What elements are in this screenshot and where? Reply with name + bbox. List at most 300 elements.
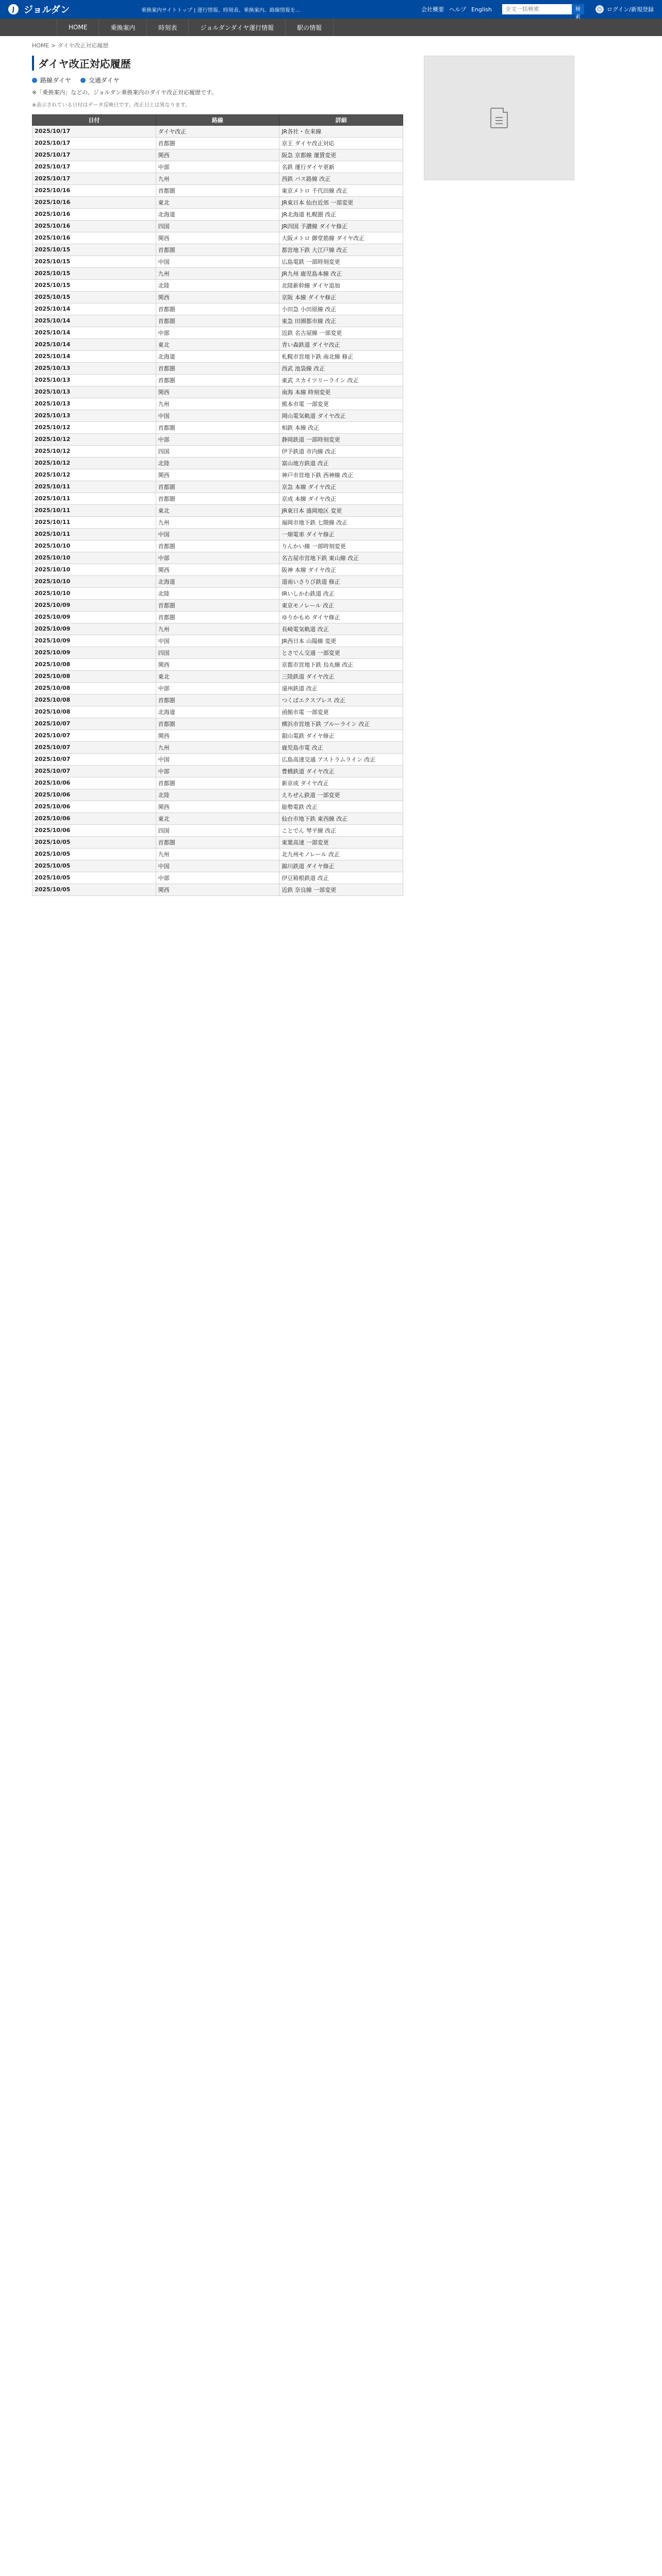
top-header (0, 0, 662, 19)
table-cell-line: 首都圏 (156, 599, 279, 611)
table-cell-date: 2025/10/17 (32, 161, 156, 173)
table-cell-detail: 南海 本線 時刻変更 (279, 386, 403, 398)
table-row (32, 801, 403, 812)
table-cell-date: 2025/10/08 (32, 694, 156, 706)
table-cell-date: 2025/10/12 (32, 469, 156, 481)
table-cell-line: 首都圏 (156, 244, 279, 256)
table-cell-line: 中部 (156, 433, 279, 445)
table-row (32, 386, 403, 398)
nav-item-operation[interactable]: ジョルダンダイヤ運行情報 (188, 19, 285, 36)
table-cell-line: 中国 (156, 410, 279, 421)
table-row (32, 350, 403, 362)
table-cell-line: 関西 (156, 149, 279, 161)
table-cell-date: 2025/10/14 (32, 350, 156, 362)
table-cell-detail: 京急 本線 ダイヤ改正 (279, 481, 403, 493)
table-row (32, 184, 403, 196)
history-table (32, 114, 403, 896)
table-cell-detail: 道南いさりび鉄道 修正 (279, 575, 403, 587)
table-cell-line: 北陸 (156, 457, 279, 469)
circle-icon (32, 78, 37, 83)
table-row (32, 765, 403, 777)
table-row (32, 493, 403, 504)
table-cell-line: 北海道 (156, 350, 279, 362)
table-cell-detail: 札幌市営地下鉄 南北線 修正 (279, 350, 403, 362)
table-cell-line: 九州 (156, 848, 279, 860)
line-chip-1[interactable] (32, 76, 71, 84)
table-cell-detail: 三陸鉄道 ダイヤ改正 (279, 670, 403, 682)
table-cell-line: 関西 (156, 658, 279, 670)
table-row (32, 587, 403, 599)
table-row (32, 670, 403, 682)
table-header-detail: 詳細 (279, 114, 403, 125)
table-cell-date: 2025/10/05 (32, 884, 156, 895)
table-cell-date: 2025/10/16 (32, 208, 156, 220)
line-chip-2[interactable] (80, 76, 120, 84)
table-cell-line: 関西 (156, 232, 279, 244)
table-row (32, 575, 403, 587)
table-row (32, 623, 403, 635)
table-cell-detail: 新京成 ダイヤ改正 (279, 777, 403, 789)
table-row (32, 540, 403, 552)
table-cell-date: 2025/10/17 (32, 173, 156, 184)
table-cell-line: 関西 (156, 801, 279, 812)
table-cell-date: 2025/10/06 (32, 812, 156, 824)
table-cell-line: 中国 (156, 753, 279, 765)
table-cell-detail: 広島高速交通 アストラムライン 改正 (279, 753, 403, 765)
top-link-help[interactable]: ヘルプ (449, 6, 467, 13)
table-cell-date: 2025/10/07 (32, 753, 156, 765)
table-cell-date: 2025/10/10 (32, 587, 156, 599)
table-cell-line: 中国 (156, 860, 279, 872)
nav-item-home[interactable]: HOME (57, 19, 98, 36)
table-row (32, 824, 403, 836)
table-cell-date: 2025/10/09 (32, 635, 156, 647)
table-cell-detail: 近鉄 名古屋線 一部変更 (279, 327, 403, 338)
table-row (32, 220, 403, 232)
table-cell-line: 首都圏 (156, 836, 279, 848)
sidebar (424, 56, 573, 180)
table-row (32, 173, 403, 184)
table-row (32, 291, 403, 303)
login-area[interactable] (595, 5, 654, 13)
table-cell-date: 2025/10/15 (32, 256, 156, 267)
table-cell-detail: 鹿児島市電 改正 (279, 741, 403, 753)
table-cell-date: 2025/10/14 (32, 327, 156, 338)
table-row (32, 362, 403, 374)
nav-item-station[interactable]: 駅の情報 (285, 19, 334, 36)
table-cell-line: 九州 (156, 173, 279, 184)
table-cell-detail: 北九州モノレール 改正 (279, 848, 403, 860)
table-cell-detail: JR四国 予讃線 ダイヤ修正 (279, 220, 403, 232)
table-cell-line: 首都圏 (156, 481, 279, 493)
table-cell-detail: 西武 池袋線 改正 (279, 362, 403, 374)
table-cell-line: 関西 (156, 564, 279, 575)
table-cell-date: 2025/10/13 (32, 410, 156, 421)
line-chip-label-1: 路線ダイヤ (40, 77, 71, 84)
table-cell-line: 首都圏 (156, 718, 279, 730)
table-cell-date: 2025/10/06 (32, 777, 156, 789)
table-row (32, 836, 403, 848)
table-cell-date: 2025/10/08 (32, 706, 156, 718)
table-cell-line: 首都圏 (156, 694, 279, 706)
table-cell-detail: つくばエクスプレス 改正 (279, 694, 403, 706)
table-cell-line: 四国 (156, 445, 279, 457)
table-cell-line: 関西 (156, 291, 279, 303)
table-cell-detail: 東葉高速 一部変更 (279, 836, 403, 848)
table-cell-line: 四国 (156, 647, 279, 658)
login-link[interactable]: ログイン/新規登録 (606, 6, 654, 13)
table-row (32, 196, 403, 208)
table-cell-date: 2025/10/09 (32, 599, 156, 611)
table-cell-detail: 京阪 本線 ダイヤ修正 (279, 291, 403, 303)
table-cell-date: 2025/10/12 (32, 421, 156, 433)
table-cell-detail: JR東日本 仙台近郊 一部変更 (279, 196, 403, 208)
table-cell-date: 2025/10/16 (32, 232, 156, 244)
search-input[interactable] (502, 4, 572, 14)
table-cell-line: 中部 (156, 552, 279, 564)
table-cell-detail: 京都市営地下鉄 烏丸線 改正 (279, 658, 403, 670)
table-cell-detail: 小田急 小田原線 改正 (279, 303, 403, 315)
table-cell-detail: 横浜市営地下鉄 ブルーライン 改正 (279, 718, 403, 730)
search-button[interactable]: 検索 (572, 4, 584, 14)
table-cell-detail: 福岡市地下鉄 七隈線 改正 (279, 516, 403, 528)
table-cell-date: 2025/10/08 (32, 658, 156, 670)
table-row (32, 872, 403, 884)
table-cell-detail: JR西日本 山陽線 変更 (279, 635, 403, 647)
table-cell-detail: IRいしかわ鉄道 改正 (279, 587, 403, 599)
table-cell-date: 2025/10/07 (32, 741, 156, 753)
main-navigation (0, 19, 662, 36)
table-cell-detail: 伊豆箱根鉄道 改正 (279, 872, 403, 884)
table-row (32, 599, 403, 611)
top-link-company[interactable]: 会社概要 (421, 6, 444, 13)
table-cell-date: 2025/10/12 (32, 445, 156, 457)
table-cell-date: 2025/10/10 (32, 552, 156, 564)
table-cell-detail: 静岡鉄道 一部時刻変更 (279, 433, 403, 445)
table-cell-date: 2025/10/08 (32, 682, 156, 694)
document-icon (490, 108, 508, 128)
table-cell-line: 首都圏 (156, 315, 279, 327)
table-row (32, 410, 403, 421)
table-cell-line: 四国 (156, 220, 279, 232)
table-cell-line: 中国 (156, 256, 279, 267)
table-cell-detail: 富山地方鉄道 改正 (279, 457, 403, 469)
table-cell-line: 九州 (156, 516, 279, 528)
brand[interactable] (8, 3, 137, 16)
breadcrumb: HOME > ダイヤ改正対応履歴 (32, 42, 109, 49)
table-row (32, 718, 403, 730)
table-cell-detail: 近鉄 奈良線 一部変更 (279, 884, 403, 895)
table-header-row (32, 114, 403, 125)
table-cell-detail: 阪急 京都線 運賃変更 (279, 149, 403, 161)
table-cell-detail: りんかい線 一部時刻変更 (279, 540, 403, 552)
table-cell-detail: 阪神 本線 ダイヤ改正 (279, 564, 403, 575)
table-row (32, 860, 403, 872)
table-cell-date: 2025/10/11 (32, 481, 156, 493)
table-cell-line: 中部 (156, 872, 279, 884)
table-cell-detail: 函館市電 一部変更 (279, 706, 403, 718)
table-cell-detail: JR北海道 札幌圏 改正 (279, 208, 403, 220)
sidebar-ad (424, 56, 574, 180)
table-cell-date: 2025/10/10 (32, 540, 156, 552)
table-cell-detail: 相鉄 本線 改正 (279, 421, 403, 433)
table-cell-detail: 錦川鉄道 ダイヤ修正 (279, 860, 403, 872)
table-cell-date: 2025/10/13 (32, 362, 156, 374)
table-cell-detail: 大阪メトロ 御堂筋線 ダイヤ改正 (279, 232, 403, 244)
top-tagline: 乗換案内サイトトップ | 運行情報、時刻表、乗換案内、路線情報を… (141, 7, 301, 13)
table-cell-line: 北陸 (156, 789, 279, 801)
table-cell-line: 首都圏 (156, 777, 279, 789)
table-row (32, 635, 403, 647)
table-row (32, 884, 403, 895)
table-cell-detail: ゆりかもめ ダイヤ修正 (279, 611, 403, 623)
table-row (32, 433, 403, 445)
table-cell-line: 首都圏 (156, 303, 279, 315)
table-row (32, 445, 403, 457)
table-cell-detail: JR各社・在来線 (279, 125, 403, 137)
table-row (32, 730, 403, 741)
table-row (32, 161, 403, 173)
table-cell-line: 首都圏 (156, 137, 279, 149)
table-cell-line: 首都圏 (156, 421, 279, 433)
table-row (32, 457, 403, 469)
table-cell-detail: 長崎電気軌道 改正 (279, 623, 403, 635)
table-row (32, 741, 403, 753)
table-cell-date: 2025/10/17 (32, 125, 156, 137)
table-row (32, 528, 403, 540)
brand-logo: J (8, 4, 19, 14)
table-cell-line: 関西 (156, 469, 279, 481)
top-search (502, 4, 584, 20)
table-cell-line: 中部 (156, 682, 279, 694)
table-cell-date: 2025/10/10 (32, 575, 156, 587)
table-cell-detail: 東京モノレール 改正 (279, 599, 403, 611)
nav-item-transfer[interactable]: 乗換案内 (98, 19, 146, 36)
table-cell-date: 2025/10/14 (32, 303, 156, 315)
table-cell-detail: 伊予鉄道 市内線 改正 (279, 445, 403, 457)
table-cell-detail: 豊橋鉄道 ダイヤ改正 (279, 765, 403, 777)
table-cell-detail: えちぜん鉄道 一部変更 (279, 789, 403, 801)
table-cell-detail: 東京メトロ 千代田線 改正 (279, 184, 403, 196)
table-cell-line: 北海道 (156, 575, 279, 587)
table-cell-line: 中部 (156, 327, 279, 338)
table-row (32, 303, 403, 315)
table-cell-date: 2025/10/09 (32, 611, 156, 623)
table-cell-detail: 神戸市営地下鉄 西神線 改正 (279, 469, 403, 481)
table-cell-detail: 能勢電鉄 改正 (279, 801, 403, 812)
table-cell-line: 東北 (156, 338, 279, 350)
table-cell-line: 九州 (156, 267, 279, 279)
table-row (32, 279, 403, 291)
table-cell-line: 中国 (156, 635, 279, 647)
table-row (32, 315, 403, 327)
table-cell-date: 2025/10/12 (32, 457, 156, 469)
table-cell-line: 首都圏 (156, 611, 279, 623)
table-cell-date: 2025/10/09 (32, 647, 156, 658)
table-cell-date: 2025/10/16 (32, 184, 156, 196)
table-cell-date: 2025/10/06 (32, 801, 156, 812)
table-row (32, 481, 403, 493)
table-row (32, 244, 403, 256)
table-cell-detail: とさでん交通 一部変更 (279, 647, 403, 658)
table-cell-date: 2025/10/11 (32, 528, 156, 540)
table-row (32, 469, 403, 481)
table-cell-detail: 名鉄 運行ダイヤ更新 (279, 161, 403, 173)
nav-item-timetable[interactable]: 時刻表 (146, 19, 188, 36)
table-row (32, 421, 403, 433)
table-row (32, 682, 403, 694)
table-cell-line: 九州 (156, 398, 279, 410)
table-cell-detail: 京成 本線 ダイヤ改正 (279, 493, 403, 504)
table-cell-date: 2025/10/17 (32, 137, 156, 149)
table-cell-line: 東北 (156, 504, 279, 516)
brand-name: ジョルダン (24, 5, 70, 15)
table-cell-line: 北陸 (156, 587, 279, 599)
table-cell-detail: 遠州鉄道 改正 (279, 682, 403, 694)
subnotice-text: ※表示されている日付はデータ反映日です。改正日とは異なります。 (32, 102, 190, 108)
table-cell-line: 首都圏 (156, 374, 279, 386)
table-cell-date: 2025/10/09 (32, 623, 156, 635)
table-cell-line: 東北 (156, 812, 279, 824)
table-cell-date: 2025/10/06 (32, 789, 156, 801)
table-cell-date: 2025/10/11 (32, 493, 156, 504)
notice-text: ※「乗換案内」などの、ジョルダン乗換案内のダイヤ改正対応履歴です。 (32, 89, 218, 96)
table-cell-date: 2025/10/05 (32, 836, 156, 848)
table-cell-date: 2025/10/16 (32, 196, 156, 208)
table-row (32, 564, 403, 575)
table-cell-date: 2025/10/08 (32, 670, 156, 682)
table-cell-date: 2025/10/13 (32, 374, 156, 386)
table-row (32, 256, 403, 267)
line-chip-label-2: 交通ダイヤ (88, 77, 120, 84)
table-row (32, 516, 403, 528)
table-row (32, 706, 403, 718)
table-cell-date: 2025/10/12 (32, 433, 156, 445)
table-row (32, 504, 403, 516)
table-row (32, 338, 403, 350)
table-row (32, 232, 403, 244)
top-links (421, 4, 654, 20)
table-row (32, 398, 403, 410)
table-row (32, 789, 403, 801)
table-cell-detail: JR九州 鹿児島本線 改正 (279, 267, 403, 279)
table-cell-date: 2025/10/14 (32, 338, 156, 350)
table-cell-line: 東北 (156, 670, 279, 682)
table-row (32, 812, 403, 824)
table-cell-date: 2025/10/11 (32, 516, 156, 528)
table-cell-date: 2025/10/06 (32, 824, 156, 836)
table-cell-detail: 一畑電車 ダイヤ修正 (279, 528, 403, 540)
table-cell-line: 首都圏 (156, 362, 279, 374)
table-cell-detail: 東急 田園都市線 改正 (279, 315, 403, 327)
table-cell-detail: 名古屋市営地下鉄 東山線 改正 (279, 552, 403, 564)
table-cell-line: 中部 (156, 765, 279, 777)
table-cell-line: 北海道 (156, 208, 279, 220)
table-cell-detail: 岡山電気軌道 ダイヤ改正 (279, 410, 403, 421)
table-cell-date: 2025/10/14 (32, 315, 156, 327)
circle-icon (80, 78, 86, 83)
table-row (32, 658, 403, 670)
table-cell-line: 関西 (156, 884, 279, 895)
table-cell-date: 2025/10/13 (32, 386, 156, 398)
page-body (32, 56, 630, 896)
table-cell-line: 北陸 (156, 279, 279, 291)
table-cell-date: 2025/10/15 (32, 291, 156, 303)
table-cell-line: 東北 (156, 196, 279, 208)
table-cell-date: 2025/10/16 (32, 220, 156, 232)
top-link-english[interactable]: English (471, 6, 492, 13)
table-cell-date: 2025/10/07 (32, 718, 156, 730)
table-cell-line: ダイヤ改正 (156, 125, 279, 137)
table-cell-detail: 京王 ダイヤ改正対応 (279, 137, 403, 149)
table-row (32, 208, 403, 220)
table-row (32, 777, 403, 789)
table-row (32, 753, 403, 765)
table-row (32, 611, 403, 623)
table-cell-date: 2025/10/11 (32, 504, 156, 516)
table-cell-detail: 都営地下鉄 大江戸線 改正 (279, 244, 403, 256)
table-cell-detail: 東武 スカイツリーライン 改正 (279, 374, 403, 386)
table-row (32, 327, 403, 338)
table-cell-date: 2025/10/15 (32, 267, 156, 279)
table-cell-line: 九州 (156, 741, 279, 753)
table-cell-line: 関西 (156, 730, 279, 741)
table-cell-line: 首都圏 (156, 540, 279, 552)
table-cell-date: 2025/10/13 (32, 398, 156, 410)
table-row (32, 125, 403, 137)
table-row (32, 552, 403, 564)
user-icon: ○ (595, 5, 604, 13)
table-cell-line: 北海道 (156, 706, 279, 718)
table-cell-detail: 熊本市電 一部変更 (279, 398, 403, 410)
table-row (32, 374, 403, 386)
table-cell-line: 四国 (156, 824, 279, 836)
table-cell-line: 関西 (156, 386, 279, 398)
table-cell-date: 2025/10/10 (32, 564, 156, 575)
table-cell-date: 2025/10/17 (32, 149, 156, 161)
table-cell-detail: 青い森鉄道 ダイヤ改正 (279, 338, 403, 350)
table-row (32, 647, 403, 658)
table-cell-date: 2025/10/15 (32, 244, 156, 256)
table-row (32, 694, 403, 706)
table-cell-line: 九州 (156, 623, 279, 635)
table-cell-date: 2025/10/05 (32, 860, 156, 872)
page-title: ダイヤ改正対応履歴 (32, 56, 403, 71)
table-cell-detail: ことでん 琴平線 改正 (279, 824, 403, 836)
table-row (32, 267, 403, 279)
table-header-date: 日付 (32, 114, 156, 125)
table-cell-line: 首都圏 (156, 493, 279, 504)
table-cell-date: 2025/10/05 (32, 872, 156, 884)
table-cell-detail: 仙台市地下鉄 東西線 改正 (279, 812, 403, 824)
main-content (32, 56, 403, 896)
table-cell-line: 首都圏 (156, 184, 279, 196)
table-cell-line: 中部 (156, 161, 279, 173)
table-cell-detail: 西鉄 バス路線 改正 (279, 173, 403, 184)
table-row (32, 848, 403, 860)
line-links (32, 76, 403, 84)
table-row (32, 137, 403, 149)
table-cell-detail: JR東日本 盛岡地区 変更 (279, 504, 403, 516)
table-row (32, 149, 403, 161)
table-cell-detail: 叡山電鉄 ダイヤ修正 (279, 730, 403, 741)
table-cell-date: 2025/10/15 (32, 279, 156, 291)
table-cell-line: 中国 (156, 528, 279, 540)
table-cell-detail: 北陸新幹線 ダイヤ追加 (279, 279, 403, 291)
table-cell-date: 2025/10/05 (32, 848, 156, 860)
table-cell-detail: 広島電鉄 一部時刻変更 (279, 256, 403, 267)
table-cell-date: 2025/10/07 (32, 765, 156, 777)
